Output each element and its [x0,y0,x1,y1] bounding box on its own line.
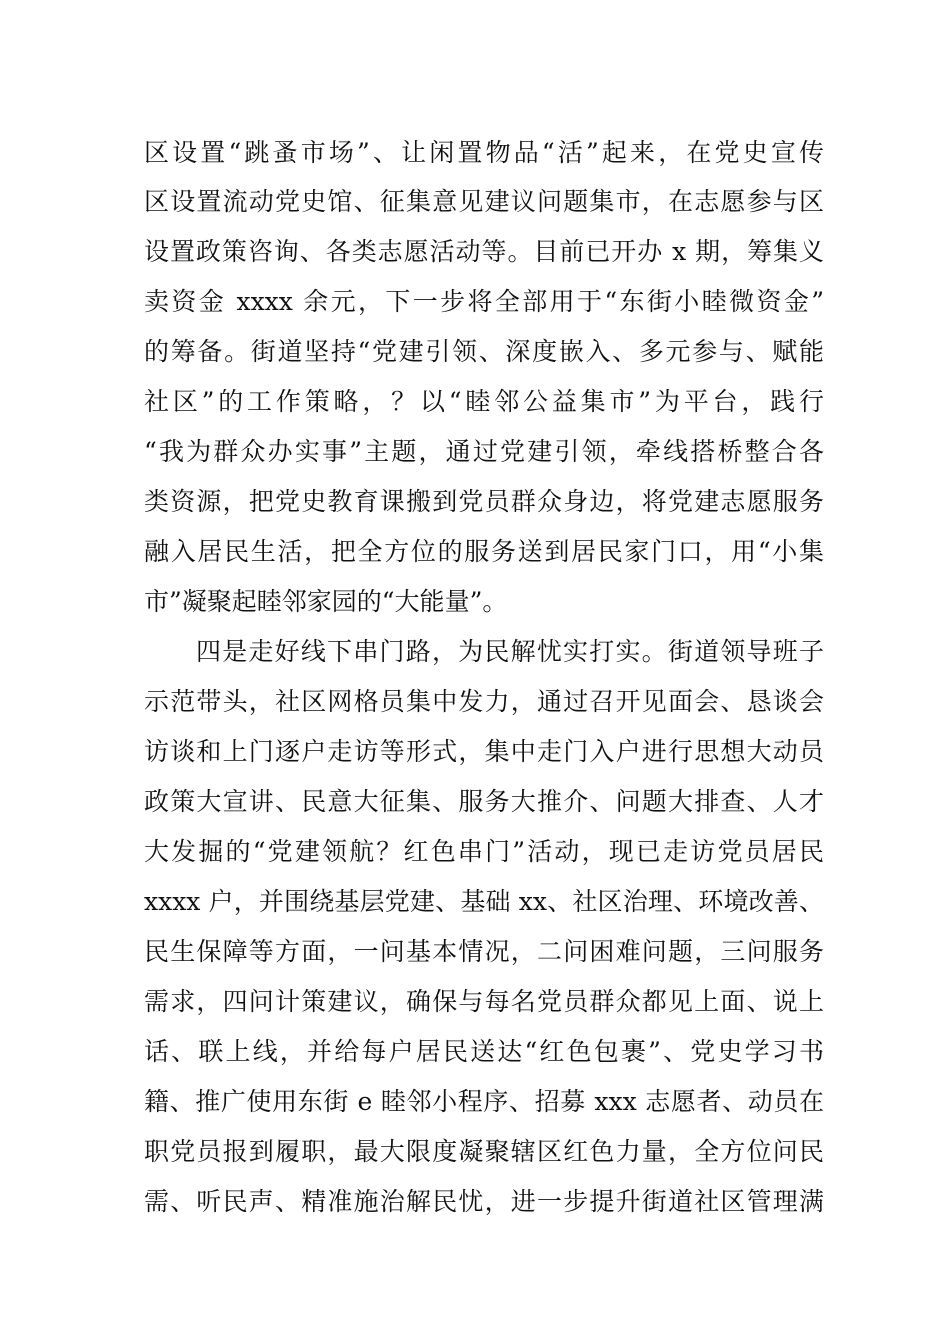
text-line: 卖资金 xxxx 余元，下一步将全部用于“东街小睦微资金” [144,287,824,316]
text-line: 区设置流动党史馆、征集意见建议问题集市，在志愿参与区 [144,187,824,216]
text-line: xxxx 户，并围绕基层党建、基础 xx、社区治理、环境改善、 [144,887,824,916]
text-line: 区设置“跳蚤市场”、让闲置物品“活”起来，在党史宣传 [144,138,824,167]
text-line: 类资源，把党史教育课搬到党员群众身边，将党建志愿服务 [144,487,824,516]
text-line: 话、联上线，并给每户居民送达“红色包裹”、党史学习书 [144,1037,824,1066]
text-line: 职党员报到履职，最大限度凝聚辖区红色力量，全方位问民 [144,1137,824,1166]
text-line: 政策大宣讲、民意大征集、服务大推介、问题大排查、人才 [144,787,824,816]
text-line: 融入居民生活，把全方位的服务送到居民家门口，用“小集 [144,537,824,566]
text-line: “我为群众办实事”主题，通过党建引领，牵线搭桥整合各 [144,437,824,466]
text-line: 的筹备。街道坚持“党建引领、深度嵌入、多元参与、赋能 [144,337,824,366]
paragraph-first-line: 四是走好线下串门路，为民解忧实打实。街道领导班子 [196,637,824,666]
text-line: 需、听民声、精准施治解民忧，进一步提升街道社区管理满 [144,1187,824,1216]
text-line: 市”凝聚起睦邻家园的“大能量”。 [144,587,508,616]
text-line: 需求，四问计策建议，确保与每名党员群众都见上面、说上 [144,987,824,1016]
text-line: 大发掘的“党建领航？红色串门”活动，现已走访党员居民 [144,837,824,866]
text-line: 设置政策咨询、各类志愿活动等。目前已开办 x 期，筹集义 [144,237,824,266]
text-line: 访谈和上门逐户走访等形式，集中走门入户进行思想大动员 [144,737,824,766]
text-line: 示范带头，社区网格员集中发力，通过召开见面会、恳谈会 [144,687,824,716]
text-line: 社区”的工作策略，？以“睦邻公益集市”为平台，践行 [144,387,824,416]
text-line: 民生保障等方面，一问基本情况，二问困难问题，三问服务 [144,937,824,966]
text-line: 籍、推广使用东街 e 睦邻小程序、招募 xxx 志愿者、动员在 [144,1087,824,1116]
